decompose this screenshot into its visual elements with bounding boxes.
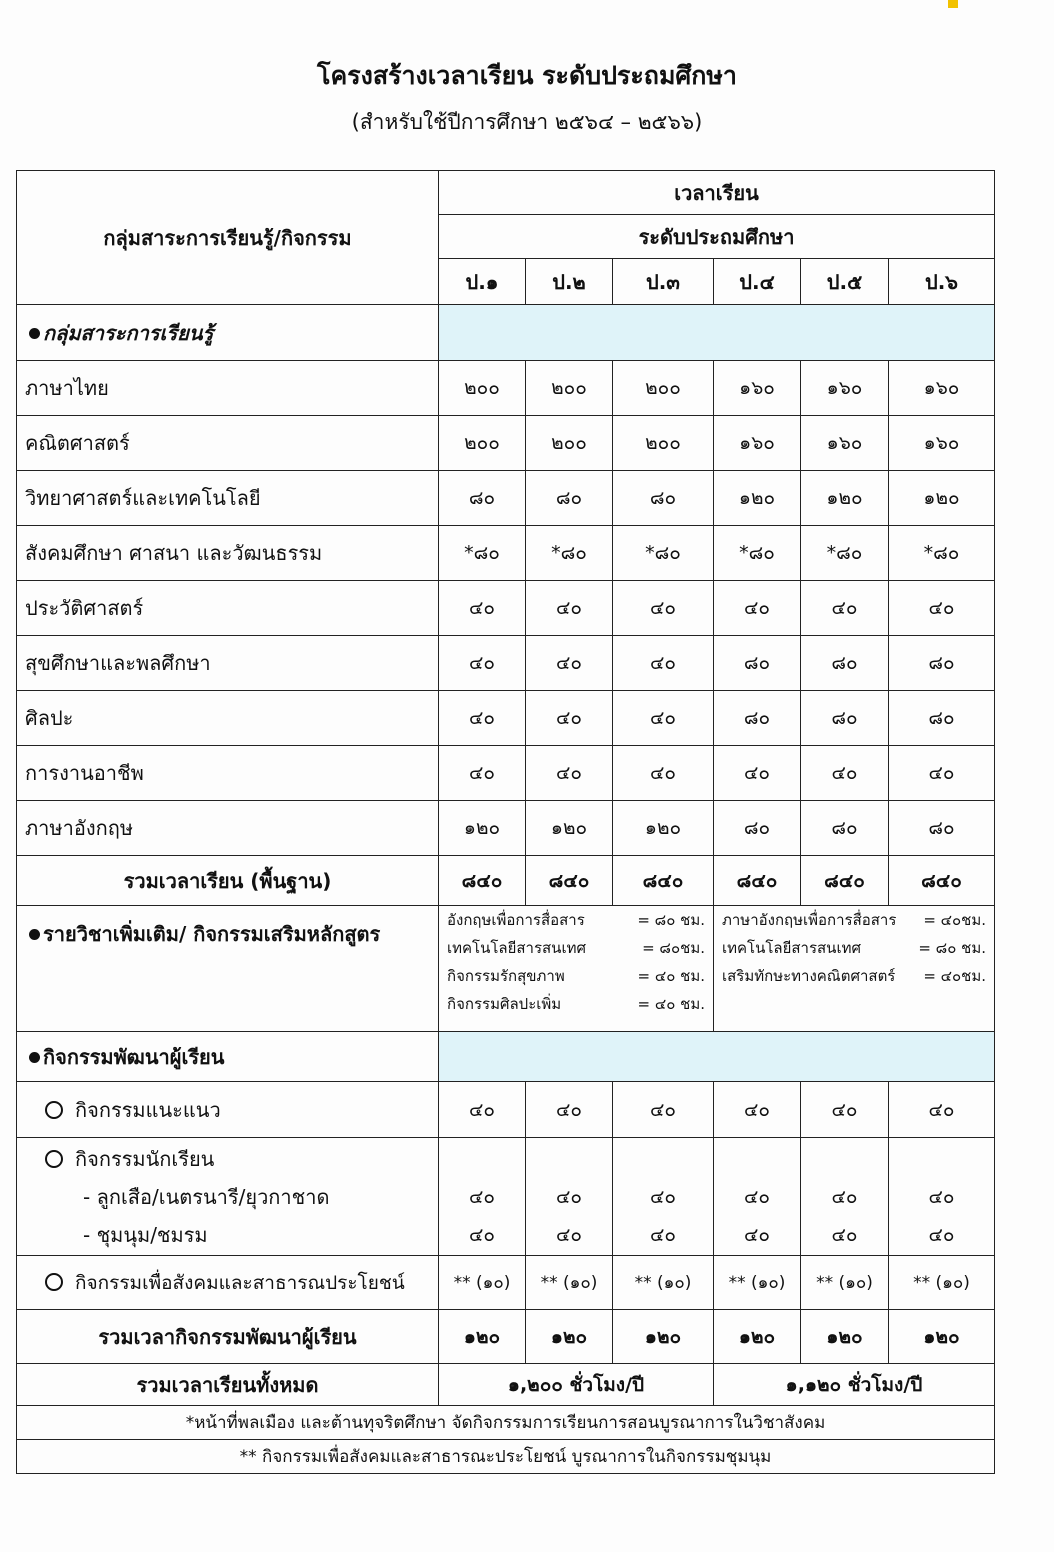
bullet-icon bbox=[29, 1052, 40, 1063]
circle-bullet-icon bbox=[45, 1273, 63, 1291]
total-value: ๑๒๐ bbox=[526, 1310, 613, 1364]
scout-value: ๔๐ bbox=[928, 1185, 955, 1208]
grade-header: ป.๑ bbox=[439, 259, 526, 305]
footnote-row bbox=[17, 1440, 995, 1474]
club-value: ๔๐ bbox=[469, 1223, 495, 1246]
value-cell: ๔๐ bbox=[526, 581, 613, 636]
activity-label: กิจกรรมนักเรียน bbox=[75, 1146, 215, 1171]
club-value: ๔๐ bbox=[650, 1223, 676, 1246]
value-cell: ๑๒๐ bbox=[889, 471, 995, 526]
value-cell: ๔๐ bbox=[714, 746, 801, 801]
subject-row bbox=[17, 691, 995, 746]
value-cell: ** (๑๐) bbox=[889, 1256, 995, 1310]
scout-value: ๔๐ bbox=[650, 1185, 676, 1208]
subject-name: ภาษาอังกฤษ bbox=[17, 801, 439, 856]
scout-value: ๔๐ bbox=[469, 1185, 495, 1208]
club-label: - ชุมนุม/ชมรม bbox=[83, 1222, 208, 1247]
total-row-basic bbox=[17, 856, 995, 906]
student-activity-row bbox=[17, 1138, 995, 1256]
club-value: ๔๐ bbox=[556, 1223, 582, 1246]
value-cell: *๘๐ bbox=[801, 526, 889, 581]
value-cell: ๔๐ bbox=[613, 1082, 714, 1138]
grade-header: ป.๖ bbox=[889, 259, 995, 305]
activity-label: กิจกรรมแนะแนว bbox=[75, 1097, 221, 1122]
subject-row bbox=[17, 746, 995, 801]
item-name: ภาษาอังกฤษเพื่อการสื่อสาร bbox=[722, 911, 897, 929]
value-cell: ๑๒๐ bbox=[526, 801, 613, 856]
item-name: กิจกรรมศิลปะเพิ่ม bbox=[447, 995, 562, 1013]
subject-row bbox=[17, 471, 995, 526]
page-title: โครงสร้างเวลาเรียน ระดับประถมศึกษา bbox=[317, 61, 737, 90]
total-row-development bbox=[17, 1310, 995, 1364]
corner-highlight-mark bbox=[948, 0, 958, 8]
value-cell: *๘๐ bbox=[889, 526, 995, 581]
additional-item bbox=[722, 962, 986, 990]
footnote-row bbox=[17, 1406, 995, 1440]
additional-item bbox=[722, 906, 986, 934]
additional-lower-grades bbox=[439, 906, 714, 1032]
value-cell: ๔๐ bbox=[526, 1082, 613, 1138]
total-value: ๑๒๐ bbox=[714, 1310, 801, 1364]
value-cell: ๔๐ bbox=[439, 581, 526, 636]
value-cell: ๔๐ bbox=[439, 691, 526, 746]
value-cell: ๔๐ bbox=[439, 1082, 526, 1138]
item-hours: = ๘๐ชม. bbox=[642, 939, 705, 957]
grand-total-upper: ๑,๑๒๐ ชั่วโมง/ปี bbox=[714, 1364, 995, 1406]
club-value: ๔๐ bbox=[744, 1223, 770, 1246]
item-hours: = ๔๐ ชม. bbox=[637, 995, 705, 1013]
item-hours: = ๘๐ ชม. bbox=[918, 939, 986, 957]
value-cell: ๘๐ bbox=[613, 471, 714, 526]
section-label: รายวิชาเพิ่มเติม/ กิจกรรมเสริมหลักสูตร bbox=[43, 922, 381, 946]
item-name: เสริมทักษะทางคณิตศาสตร์ bbox=[722, 967, 896, 985]
additional-row bbox=[17, 906, 995, 1032]
value-cell: ๔๐ bbox=[526, 636, 613, 691]
value-cell: ๘๐ bbox=[526, 471, 613, 526]
value-cell: ๔๐ bbox=[889, 746, 995, 801]
subject-name: สุขศึกษาและพลศึกษา bbox=[17, 636, 439, 691]
value-cell: ๔๐ bbox=[801, 746, 889, 801]
value-cell: ๔๐ bbox=[801, 1082, 889, 1138]
value-cell: ๔๐ bbox=[613, 691, 714, 746]
social-activity-row bbox=[17, 1256, 995, 1310]
value-cell: ๔๐ bbox=[889, 1082, 995, 1138]
additional-item bbox=[447, 934, 705, 962]
value-cell: ๔๐ bbox=[613, 581, 714, 636]
value-cell: *๘๐ bbox=[714, 526, 801, 581]
value-cell: ๔๐ bbox=[801, 581, 889, 636]
value-cell: ๑๒๐ bbox=[613, 801, 714, 856]
subject-row bbox=[17, 416, 995, 471]
grade-header: ป.๔ bbox=[714, 259, 801, 305]
value-cell: ๘๐ bbox=[714, 691, 801, 746]
total-value: ๘๔๐ bbox=[439, 856, 526, 906]
subject-name: ภาษาไทย bbox=[17, 361, 439, 416]
item-name: เทคโนโลยีสารสนเทศ bbox=[447, 939, 586, 957]
total-value: ๑๒๐ bbox=[889, 1310, 995, 1364]
item-hours: = ๔๐ชม. bbox=[923, 967, 986, 985]
value-cell: *๘๐ bbox=[439, 526, 526, 581]
grade-header: ป.๓ bbox=[613, 259, 714, 305]
item-name: เทคโนโลยีสารสนเทศ bbox=[722, 939, 861, 957]
value-cell: ๑๖๐ bbox=[801, 361, 889, 416]
footnote: *หน้าที่พลเมือง และต้านทุจริตศึกษา จัดกิจกรรมการเรียนการสอนบูรณาการในวิชาสังคม bbox=[17, 1406, 995, 1440]
additional-upper-grades bbox=[714, 906, 995, 1032]
value-cell: ๘๐ bbox=[714, 801, 801, 856]
value-cell: ** (๑๐) bbox=[714, 1256, 801, 1310]
value-cell: ๔๐ bbox=[439, 746, 526, 801]
total-value: ๑๒๐ bbox=[801, 1310, 889, 1364]
section-row-learning bbox=[17, 305, 995, 361]
subject-row bbox=[17, 636, 995, 691]
value-cell: ๒๐๐ bbox=[526, 361, 613, 416]
scout-value: ๔๐ bbox=[831, 1185, 858, 1208]
item-name: อังกฤษเพื่อการสื่อสาร bbox=[447, 911, 585, 929]
subject-name: ศิลปะ bbox=[17, 691, 439, 746]
item-hours: = ๔๐ชม. bbox=[923, 911, 986, 929]
value-cell: ๑๖๐ bbox=[889, 416, 995, 471]
scout-value: ๔๐ bbox=[744, 1185, 770, 1208]
total-label: รวมเวลาเรียน (พื้นฐาน) bbox=[17, 856, 439, 906]
value-cell: ๘๐ bbox=[801, 801, 889, 856]
total-value: ๘๔๐ bbox=[613, 856, 714, 906]
value-cell: ๘๐ bbox=[889, 636, 995, 691]
value-cell: ๑๒๐ bbox=[439, 801, 526, 856]
value-cell: ๔๐ bbox=[526, 691, 613, 746]
additional-item bbox=[447, 906, 705, 934]
circle-bullet-icon bbox=[45, 1150, 63, 1168]
value-cell: ๔๐ bbox=[613, 636, 714, 691]
value-cell: ๘๐ bbox=[714, 636, 801, 691]
value-cell: ๑๖๐ bbox=[714, 416, 801, 471]
grand-total-lower: ๑,๒๐๐ ชั่วโมง/ปี bbox=[439, 1364, 714, 1406]
value-cell: ** (๑๐) bbox=[613, 1256, 714, 1310]
total-value: ๘๔๐ bbox=[889, 856, 995, 906]
item-hours: = ๔๐ ชม. bbox=[637, 967, 705, 985]
subject-row bbox=[17, 526, 995, 581]
value-cell: ๘๐ bbox=[801, 691, 889, 746]
item-name: กิจกรรมรักสุขภาพ bbox=[447, 967, 565, 985]
subject-name: สังคมศึกษา ศาสนา และวัฒนธรรม bbox=[17, 526, 439, 581]
total-value: ๑๒๐ bbox=[613, 1310, 714, 1364]
value-cell: ๔๐ bbox=[439, 636, 526, 691]
scout-value: ๔๐ bbox=[556, 1185, 582, 1208]
value-cell: ๒๐๐ bbox=[613, 416, 714, 471]
subject-name: ประวัติศาสตร์ bbox=[17, 581, 439, 636]
subject-name: คณิตศาสตร์ bbox=[17, 416, 439, 471]
value-cell: ** (๑๐) bbox=[526, 1256, 613, 1310]
activity-label: กิจกรรมเพื่อสังคมและสาธารณประโยชน์ bbox=[75, 1271, 405, 1294]
total-value: ๘๔๐ bbox=[526, 856, 613, 906]
value-cell: ๑๒๐ bbox=[801, 471, 889, 526]
level-header: ระดับประถมศึกษา bbox=[439, 215, 995, 259]
value-cell: ๘๐ bbox=[801, 636, 889, 691]
item-hours: = ๘๐ ชม. bbox=[637, 911, 705, 929]
value-cell: ๒๐๐ bbox=[526, 416, 613, 471]
grand-total-row bbox=[17, 1364, 995, 1406]
value-cell: ๔๐ bbox=[526, 746, 613, 801]
footnote: ** กิจกรรมเพื่อสังคมและสาธารณะประโยชน์ บูรณาการในกิจกรรมชุมนุม bbox=[17, 1440, 995, 1474]
subject-row bbox=[17, 801, 995, 856]
value-cell: ๑๒๐ bbox=[714, 471, 801, 526]
group-header: กลุ่มสาระการเรียนรู้/กิจกรรม bbox=[17, 171, 439, 305]
grade-header: ป.๒ bbox=[526, 259, 613, 305]
circle-bullet-icon bbox=[45, 1101, 63, 1119]
value-cell: ๘๐ bbox=[889, 801, 995, 856]
value-cell: ๔๐ bbox=[613, 746, 714, 801]
club-value: ๔๐ bbox=[831, 1223, 858, 1246]
learning-rows bbox=[17, 361, 995, 856]
bullet-icon bbox=[29, 328, 40, 339]
time-header: เวลาเรียน bbox=[439, 171, 995, 215]
club-value: ๔๐ bbox=[928, 1223, 955, 1246]
subject-row bbox=[17, 361, 995, 416]
value-cell: *๘๐ bbox=[526, 526, 613, 581]
value-cell: ** (๑๐) bbox=[801, 1256, 889, 1310]
shaded-cell bbox=[439, 305, 995, 361]
value-cell: ๑๖๐ bbox=[889, 361, 995, 416]
value-cell: ๒๐๐ bbox=[439, 361, 526, 416]
grand-total-label: รวมเวลาเรียนทั้งหมด bbox=[17, 1364, 439, 1406]
guidance-row bbox=[17, 1082, 995, 1138]
section-row-development bbox=[17, 1032, 995, 1082]
additional-item bbox=[722, 934, 986, 962]
bullet-icon bbox=[29, 929, 40, 940]
section-label: กิจกรรมพัฒนาผู้เรียน bbox=[43, 1044, 225, 1069]
value-cell: ๒๐๐ bbox=[613, 361, 714, 416]
shaded-cell bbox=[439, 1032, 995, 1082]
value-cell: ๑๖๐ bbox=[714, 361, 801, 416]
subject-name: การงานอาชีพ bbox=[17, 746, 439, 801]
total-label: รวมเวลากิจกรรมพัฒนาผู้เรียน bbox=[17, 1310, 439, 1364]
subject-name: วิทยาศาสตร์และเทคโนโลยี bbox=[17, 471, 439, 526]
value-cell: ๔๐ bbox=[889, 581, 995, 636]
value-cell: ๒๐๐ bbox=[439, 416, 526, 471]
additional-item bbox=[447, 990, 705, 1018]
value-cell: ๔๐ bbox=[714, 581, 801, 636]
total-value: ๑๒๐ bbox=[439, 1310, 526, 1364]
value-cell: *๘๐ bbox=[613, 526, 714, 581]
value-cell: ๑๖๐ bbox=[801, 416, 889, 471]
grade-header: ป.๕ bbox=[801, 259, 889, 305]
value-cell: ๘๐ bbox=[889, 691, 995, 746]
section-label: กลุ่มสาระการเรียนรู้ bbox=[43, 320, 214, 345]
total-value: ๘๔๐ bbox=[714, 856, 801, 906]
value-cell: ๘๐ bbox=[439, 471, 526, 526]
timetable-structure-table bbox=[16, 170, 995, 1474]
additional-item bbox=[447, 962, 705, 990]
page-subtitle: (สำหรับใช้ปีการศึกษา ๒๕๖๔ – ๒๕๖๖) bbox=[351, 110, 703, 134]
total-value: ๘๔๐ bbox=[801, 856, 889, 906]
subject-row bbox=[17, 581, 995, 636]
value-cell: ** (๑๐) bbox=[439, 1256, 526, 1310]
value-cell: ๔๐ bbox=[714, 1082, 801, 1138]
scout-label: - ลูกเสือ/เนตรนารี/ยุวกาชาด bbox=[83, 1184, 330, 1209]
